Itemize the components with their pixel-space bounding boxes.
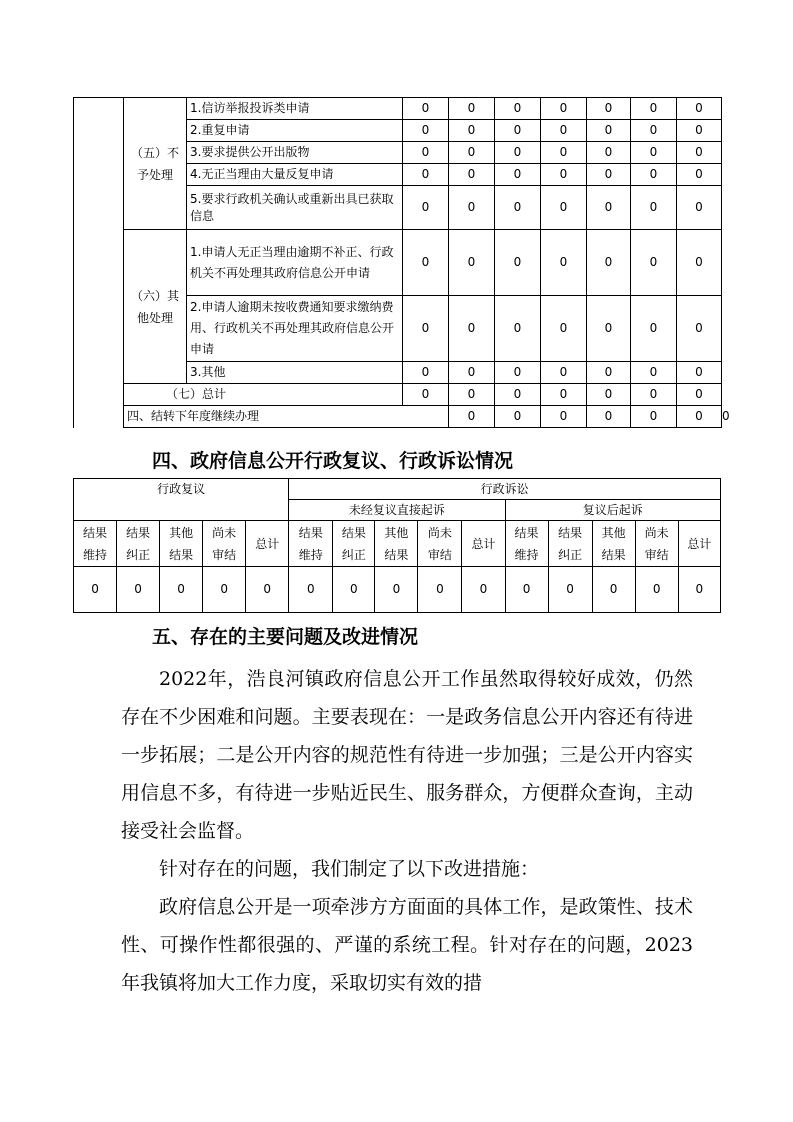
count-cell: 0 (495, 186, 541, 230)
count-cell: 0 (677, 142, 722, 164)
count-cell: 0 (541, 406, 587, 428)
count-cell: 0 (587, 164, 631, 186)
table-row (74, 98, 722, 120)
count-cell: 0 (587, 296, 631, 362)
review-header: 行政复议 (74, 479, 289, 521)
sub-column-header: 尚未审结 (203, 521, 246, 567)
row-label: 5.要求行政机关确认或重新出具已获取信息 (187, 186, 403, 230)
count-cell: 0 (117, 567, 160, 613)
after-review-suit-header: 复议后起诉 (505, 500, 721, 521)
count-cell: 0 (677, 362, 722, 384)
section-4-heading: 四、政府信息公开行政复议、行政诉讼情况 (152, 450, 514, 472)
paragraph-problems: 2022年，浩良河镇政府信息公开工作虽然取得较好成效，仍然存在不少困难和问题。主要表现在：一是政务信息公开内容还有待进一步拓展；二是公开内容的规范性有待进一步加强；三是公开内容实用信息不多，有待进一步贴近民生、服务群众，方便群众查询，主动接受社会监督。 (121, 668, 693, 842)
sub-column-header: 其他结果 (160, 521, 203, 567)
section-5-heading: 五、存在的主要问题及改进情况 (152, 626, 419, 648)
count-cell: 0 (403, 296, 449, 362)
value-row (74, 567, 721, 613)
count-cell: 0 (160, 567, 203, 613)
count-cell: 0 (677, 98, 722, 120)
count-cell: 0 (418, 567, 462, 613)
count-cell: 0 (403, 384, 449, 406)
count-cell: 0 (541, 230, 587, 296)
group-label: （六）其他处理 (124, 230, 187, 384)
count-cell: 0 (462, 567, 505, 613)
row-label: 2.申请人逾期未按收费通知要求缴纳费用、行政机关不再处理其政府信息公开申请 (187, 296, 403, 362)
count-cell: 0 (403, 142, 449, 164)
total-label: （七）总计 (124, 384, 403, 406)
count-cell: 0 (592, 567, 635, 613)
sub-column-header: 结果纠正 (333, 521, 375, 567)
direct-suit-header: 未经复议直接起诉 (289, 500, 505, 521)
review-litigation-table (73, 478, 721, 613)
paragraph-measures: 政府信息公开是一项牵涉方方面面的具体工作，是政策性、技术性、可操作性都很强的、严谨的系统工程。针对存在的问题，2023年我镇将加大工作力度，采取切实有效的措 (121, 896, 693, 994)
count-cell: 0 (587, 186, 631, 230)
count-cell: 0 (403, 164, 449, 186)
count-cell: 0 (449, 164, 495, 186)
count-cell: 0 (587, 98, 631, 120)
application-handling-table (73, 97, 730, 428)
count-cell: 0 (495, 98, 541, 120)
sub-column-header: 总计 (246, 521, 289, 567)
count-cell: 0 (541, 164, 587, 186)
count-cell: 0 (495, 142, 541, 164)
table-row (74, 384, 722, 406)
litigation-header: 行政诉讼 (289, 479, 721, 500)
count-cell: 0 (677, 296, 722, 362)
count-cell: 0 (495, 120, 541, 142)
count-cell: 0 (631, 296, 677, 362)
count-cell: 0 (403, 362, 449, 384)
count-cell: 0 (246, 567, 289, 613)
count-cell: 0 (449, 142, 495, 164)
count-cell: 0 (587, 406, 631, 428)
count-cell: 0 (631, 384, 677, 406)
count-cell: 0 (495, 406, 541, 428)
count-cell: 0 (631, 164, 677, 186)
row-label: 2.重复申请 (187, 120, 403, 142)
sub-column-header: 结果纠正 (548, 521, 592, 567)
count-cell: 0 (541, 98, 587, 120)
count-cell: 0 (548, 567, 592, 613)
group-label: （五）不予处理 (124, 98, 187, 230)
header-row (74, 479, 721, 500)
header-row (74, 521, 721, 567)
count-cell: 0 (587, 120, 631, 142)
row-label: 3.要求提供公开出版物 (187, 142, 403, 164)
count-cell: 0 (631, 230, 677, 296)
sub-column-header: 结果维持 (74, 521, 117, 567)
count-cell: 0 (495, 230, 541, 296)
count-cell: 0 (631, 406, 677, 428)
count-cell: 0 (631, 98, 677, 120)
carryover-label: 四、结转下年度继续办理 (124, 406, 449, 428)
count-cell: 0 (677, 164, 722, 186)
count-cell: 0 (333, 567, 375, 613)
count-cell: 0 (587, 142, 631, 164)
count-cell: 0 (505, 567, 548, 613)
sub-column-header: 其他结果 (375, 521, 418, 567)
count-cell: 0 (541, 186, 587, 230)
count-cell: 0 (541, 120, 587, 142)
count-cell: 0 (631, 186, 677, 230)
sub-column-header: 其他结果 (592, 521, 635, 567)
count-cell: 0 (541, 362, 587, 384)
table-row: 四、结转下年度继续办理 0 0 0 0 0 0 0 (74, 406, 722, 428)
sub-column-header: 总计 (678, 521, 720, 567)
sub-column-header: 尚未审结 (635, 521, 678, 567)
count-cell: 0 (403, 186, 449, 230)
count-cell: 0 (449, 230, 495, 296)
count-cell: 0 (203, 567, 246, 613)
count-cell: 0 (74, 567, 117, 613)
count-cell: 0 (541, 384, 587, 406)
sub-column-header: 总计 (462, 521, 505, 567)
count-cell: 0 (677, 406, 722, 428)
count-cell: 0 (403, 98, 449, 120)
count-cell: 0 (449, 186, 495, 230)
count-cell: 0 (677, 186, 722, 230)
count-cell: 0 (631, 120, 677, 142)
table-row (74, 230, 722, 296)
count-cell: 0 (677, 120, 722, 142)
paragraph-measures-intro: 针对存在的问题，我们制定了以下改进措施： (159, 858, 540, 880)
count-cell: 0 (678, 567, 720, 613)
count-cell: 0 (449, 362, 495, 384)
count-cell: 0 (677, 230, 722, 296)
count-cell: 0 (449, 296, 495, 362)
count-cell: 0 (449, 98, 495, 120)
row-label: 1.信访举报投诉类申请 (187, 98, 403, 120)
count-cell: 0 (587, 362, 631, 384)
outer-category-cell (74, 98, 124, 428)
count-cell: 0 (495, 362, 541, 384)
count-cell: 0 (587, 230, 631, 296)
count-cell: 0 (495, 296, 541, 362)
count-cell: 0 (495, 164, 541, 186)
count-cell: 0 (403, 230, 449, 296)
count-cell: 0 (587, 384, 631, 406)
sub-column-header: 结果维持 (289, 521, 333, 567)
count-cell: 0 (631, 142, 677, 164)
count-cell: 0 (541, 296, 587, 362)
count-cell: 0 (631, 362, 677, 384)
count-cell: 0 (635, 567, 678, 613)
count-cell: 0 (403, 120, 449, 142)
count-cell: 0 (289, 567, 333, 613)
sub-column-header: 结果维持 (505, 521, 548, 567)
count-cell: 0 (449, 120, 495, 142)
count-cell: 0 (541, 142, 587, 164)
count-cell: 0 (495, 384, 541, 406)
count-cell: 0 (449, 406, 495, 428)
count-cell: 0 (375, 567, 418, 613)
count-cell: 0 (449, 384, 495, 406)
sub-column-header: 结果纠正 (117, 521, 160, 567)
row-label: 3.其他 (187, 362, 403, 384)
sub-column-header: 尚未审结 (418, 521, 462, 567)
row-label: 4.无正当理由大量反复申请 (187, 164, 403, 186)
row-label: 1.申请人无正当理由逾期不补正、行政机关不再处理其政府信息公开申请 (187, 230, 403, 296)
count-cell: 0 (677, 384, 722, 406)
